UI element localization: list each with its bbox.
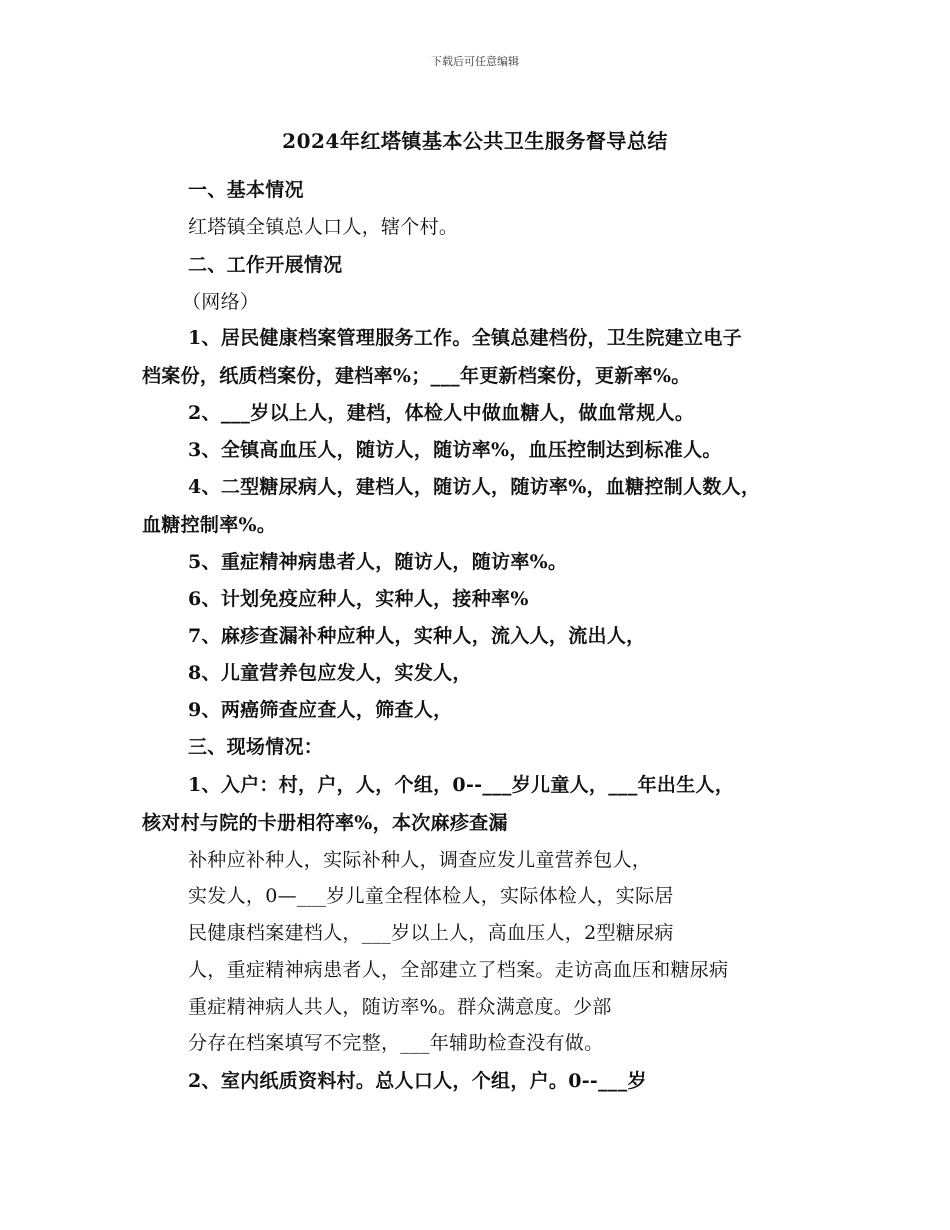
list-item-1: 1、居民健康档案管理服务工作。全镇总建档份，卫生院建立电子: [188, 327, 742, 349]
page-header: 下载后可任意编辑: [431, 55, 519, 68]
list-item-2: 2、___岁以上人，建档，体检人中做血糖人，做血常规人。: [188, 402, 695, 424]
list-item-7: 7、麻疹查漏补种应种人，实种人，流入人，流出人，: [188, 625, 646, 647]
paragraph-line: 分存在档案填写不完整，___年辅助检查没有做。: [188, 1032, 604, 1054]
paragraph-line: 红塔镇全镇总人口人，辖个村。: [188, 216, 459, 238]
list-item-9: 9、两癌筛查应查人，筛查人，: [188, 699, 453, 721]
list-item-3: 3、全镇高血压人，随访人，随访率%，血压控制达到标准人。: [188, 439, 722, 461]
list-item-1-cont: 档案份，纸质档案份，建档率%；___年更新档案份，更新率%。: [142, 365, 691, 387]
list-item-8: 8、儿童营养包应发人，实发人，: [188, 662, 472, 684]
list-item-4: 4、二型糖尿病人，建档人，随访人，随访率%，血糖控制人数人，: [188, 476, 761, 498]
list-item-6: 6、计划免疫应种人，实种人，接种率%: [188, 588, 529, 610]
paragraph-line: 实发人，0—___岁儿童全程体检人，实际体检人，实际居: [188, 885, 674, 907]
onsite-item-1: 1、入户：村，户，人，个组，0--___岁儿童人，___年出生人，: [188, 774, 735, 796]
paragraph-line: 人，重症精神病患者人，全部建立了档案。走访高血压和糖尿病: [188, 959, 729, 981]
paragraph-line: 民健康档案建档人，___岁以上人，高血压人，2型糖尿病: [188, 922, 674, 944]
list-item-4-cont: 血糖控制率%。: [142, 514, 277, 536]
document-title: 2024年红塔镇基本公共卫生服务督导总结: [282, 129, 668, 153]
section-heading-onsite: 三、现场情况：: [188, 736, 324, 758]
section-heading-basic: 一、基本情况: [188, 179, 304, 201]
paragraph-line: 重症精神病人共人，随访率%。群众满意度。少部: [188, 996, 612, 1018]
paragraph-line: 补种应补种人，实际补种人，调查应发儿童营养包人，: [188, 849, 652, 871]
onsite-item-1-cont: 核对村与院的卡册相符率%，本次麻疹查漏: [142, 812, 508, 834]
list-item-5: 5、重症精神病患者人，随访人，随访率%。: [188, 551, 568, 573]
paragraph-line: （网络）: [182, 291, 260, 313]
section-heading-work: 二、工作开展情况: [188, 254, 343, 276]
onsite-item-2: 2、室内纸质资料村。总人口人，个组，户。0--___岁: [188, 1070, 647, 1092]
